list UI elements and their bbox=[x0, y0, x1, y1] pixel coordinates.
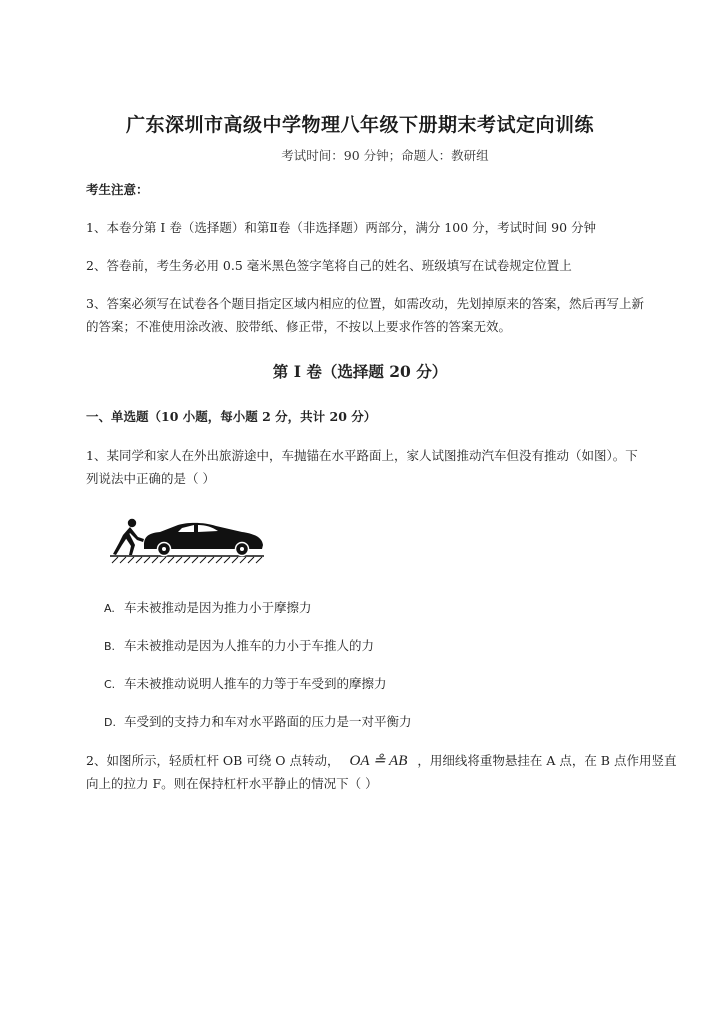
question-1-stem-cont: 列说法中正确的是（ ） bbox=[86, 471, 215, 486]
notice-item-3: 3、答案必须写在试卷各个题目指定区域内相应的位置，如需改动，先划掉原来的答案，然后再写上新 bbox=[86, 296, 644, 311]
question-2-stem bbox=[86, 749, 676, 773]
option-b-text: 车未被推动是因为人推车的力小于车推人的力 bbox=[124, 638, 375, 653]
person-pushing-car-figure bbox=[108, 515, 268, 567]
notice-item-3-cont: 的答案；不准使用涂改液、胶带纸、修正带，不按以上要求作答的答案无效。 bbox=[86, 319, 512, 334]
notice-item-2: 2、答卷前，考生务必用 0.5 毫米黑色签字笔将自己的姓名、班级填写在试卷规定位置上 bbox=[86, 258, 572, 273]
option-d-text: 车受到的支持力和车对水平路面的压力是一对平衡力 bbox=[124, 714, 412, 729]
section-title: 第 I 卷（选择题 20 分） bbox=[272, 362, 448, 381]
option-c-text: 车未被推动说明人推车的力等于车受到的摩擦力 bbox=[124, 676, 387, 691]
question-2-stem-cont: 向上的拉力 F。则在保持杠杆水平静止的情况下（ ） bbox=[86, 776, 378, 791]
option-a-letter: A. bbox=[104, 602, 115, 615]
question-1-stem: 1、某同学和家人在外出旅游途中，车抛锚在水平路面上，家人试图推动汽车但没有推动（如图）。下 bbox=[86, 448, 638, 463]
option-d bbox=[104, 712, 412, 730]
option-b bbox=[104, 636, 374, 654]
option-c bbox=[104, 674, 387, 692]
ratio-formula: OA ≗ AB bbox=[349, 753, 408, 769]
question-2-stem-part-a: 2、如图所示，轻质杠杆 OB 可绕 O 点转动， bbox=[86, 753, 340, 768]
notice-heading: 考生注意： bbox=[86, 182, 149, 197]
option-b-letter: B. bbox=[104, 640, 116, 653]
option-a-text: 车未被推动是因为推力小于摩擦力 bbox=[124, 600, 312, 615]
question-2-stem-part-b: ，用细线将重物悬挂在 A 点，在 B 点作用竖直 bbox=[417, 753, 677, 768]
option-c-letter: C. bbox=[104, 678, 116, 691]
notice-item-1: 1、本卷分第 I 卷（选择题）和第Ⅱ卷（非选择题）两部分，满分 100 分，考试时间 90 分钟 bbox=[86, 220, 596, 235]
part-heading: 一、单选题（10 小题，每小题 2 分，共计 20 分） bbox=[86, 409, 377, 424]
page-title: 广东深圳市高级中学物理八年级下册期末考试定向训练 bbox=[125, 114, 594, 136]
exam-info: 考试时间：90 分钟；命题人：教研组 bbox=[281, 148, 489, 163]
option-a bbox=[104, 598, 312, 616]
option-d-letter: D. bbox=[104, 716, 116, 729]
